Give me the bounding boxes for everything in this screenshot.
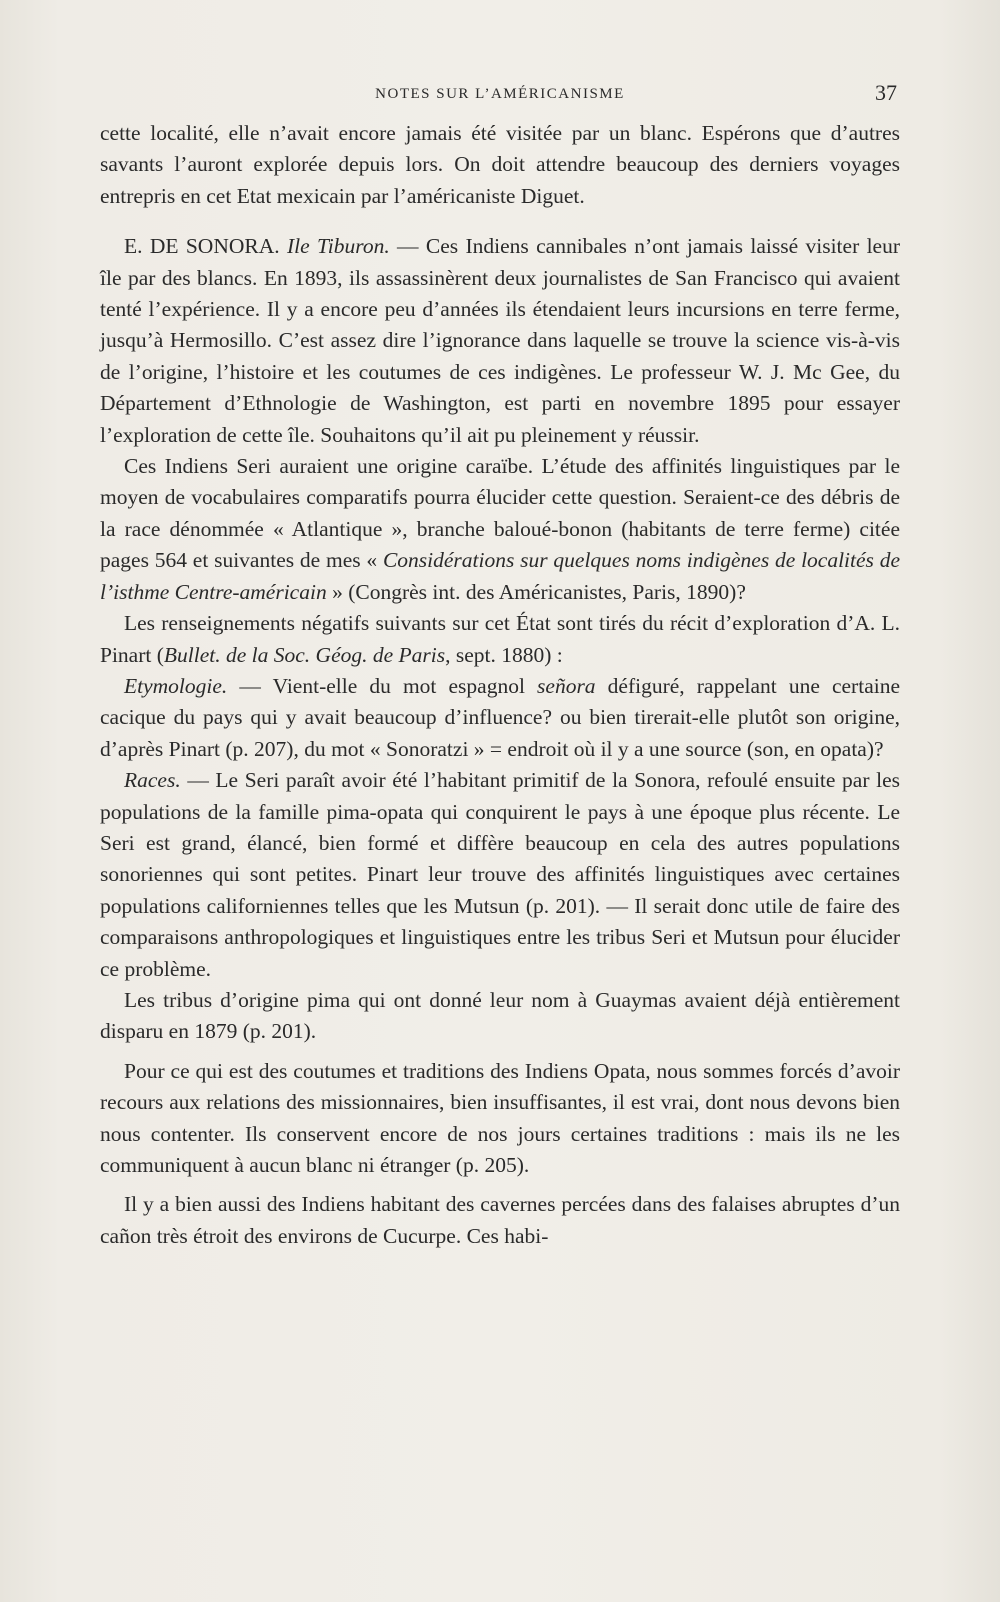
paragraph-cavernes: Il y a bien aussi des Indiens habitant des cavernes percées dans des falaises abruptes d’un cañon très étroit des environs de Cucurpe. Ces habi- [100, 1192, 900, 1248]
paragraph-races [100, 765, 900, 985]
paragraph-guaymas: Les tribus d’origine pima qui ont donné leur nom à Guaymas avaient déjà entièrement disparu en 1879 (p. 201). [100, 987, 900, 1044]
paragraph-text: Ces Indiens Seri auraient une origine caraïbe. L’étude des affinités linguistiques par le moyen de vocabulaires comparatifs pourra élucider cette question. Seraient-ce des débris de la race dénommée « Atlantique », branche baloué-bonon (habitants de terre ferme) citée pages 564 et suivantes de mes « [100, 454, 900, 573]
section-subject: Ile Tiburon. [286, 234, 390, 259]
paragraph-renseignements [100, 608, 900, 671]
cited-journal: Bullet. de la Soc. Géog. de Paris [163, 642, 446, 667]
italic-word: señora [537, 673, 596, 698]
subsection-label: Etymologie. [124, 673, 228, 698]
paragraph-seri-origin [100, 451, 900, 608]
cited-work-title: Considérations sur quelques noms indigènes de localités de l’isthme Centre-américain [100, 548, 900, 604]
paragraph-opata: Pour ce qui est des coutumes et traditions des Indiens Opata, nous sommes forcés d’avoir recours aux relations des missionnaires, bien insuffisantes, il est vrai, dont nous devons bien nous contenter. Ils conservent encore de nos jours certaines traditions : mais ils ne les communiquent à aucun blanc ni étranger (p. 205). [100, 1058, 900, 1177]
paragraph-text: » (Congrès int. des Américanistes, Paris, 1890)? [326, 579, 746, 604]
paragraph-text: Les renseignements négatifs suivants sur cet État sont tirés du récit d’exploration d’A. L. Pinart ( [100, 611, 900, 667]
paragraph-continuation: cette localité, elle n’avait encore jamais été visitée par un blanc. Espérons que d’autres savants l’auront explorée depuis lors. On doit attendre beaucoup des derniers voyages entrepris en cet Etat mexicain par l’américaniste Diguet. [100, 121, 900, 208]
paragraph-sonora [100, 231, 900, 451]
paragraph-text: — Vient-elle du mot espagnol [227, 673, 538, 698]
paragraph-text: , sept. 1880) : [445, 642, 563, 667]
paragraph-text: — Le Seri paraît avoir été l’habitant primitif de la Sonora, refoulé ensuite par les populations de la famille pima-opata qui conquirent le pays à une époque plus récente. Le Seri est grand, élancé, bien formé et diffère beaucoup en cela des autres populations sonoriennes qui sont petites. Pinart leur trouve des affinités linguistiques avec certaines populations californiennes telles que les Mutsun (p. 201). — Il serait donc utile de faire des comparaisons anthropologiques et linguistiques entre les tribus Seri et Mutsun pour élucider ce problème. [100, 768, 900, 981]
paragraph-etymologie [100, 671, 900, 765]
page-body [100, 118, 900, 1252]
paragraph-text: — Ces Indiens cannibales n’ont jamais laissé visiter leur île par des blancs. En 1893, ils assassinèrent deux journalistes de San Francisco qui avaient tenté l’expérience. Il y a encore peu d’années ils étendaient leurs incursions en terre ferme, jusqu’à Hermosillo. C’est assez dire l’ignorance dans laquelle se trouve la science vis-à-vis de l’origine, l’histoire et les coutumes de ces indigènes. Le professeur W. J. Mc Gee, du Département d’Ethnologie de Washington, est parti en novembre 1895 pour essayer l’exploration de cette île. Souhaitons qu’il ait pu pleinement y réussir. [100, 234, 901, 447]
section-lead: E. DE SONORA. [124, 234, 280, 259]
page-number: 37 [875, 80, 897, 105]
page-header [100, 80, 900, 110]
running-title: NOTES SUR L’AMÉRICANISME [375, 86, 625, 102]
subsection-label: Races. [124, 768, 181, 793]
paragraph-text: défiguré, rappelant une certaine cacique du pays qui y avait beaucoup d’influence? ou bien tirerait-elle plutôt son origine, d’après Pinart (p. 207), du mot « Sonoratzi » = endroit où il y a une source (son, en opata)? [100, 673, 901, 761]
